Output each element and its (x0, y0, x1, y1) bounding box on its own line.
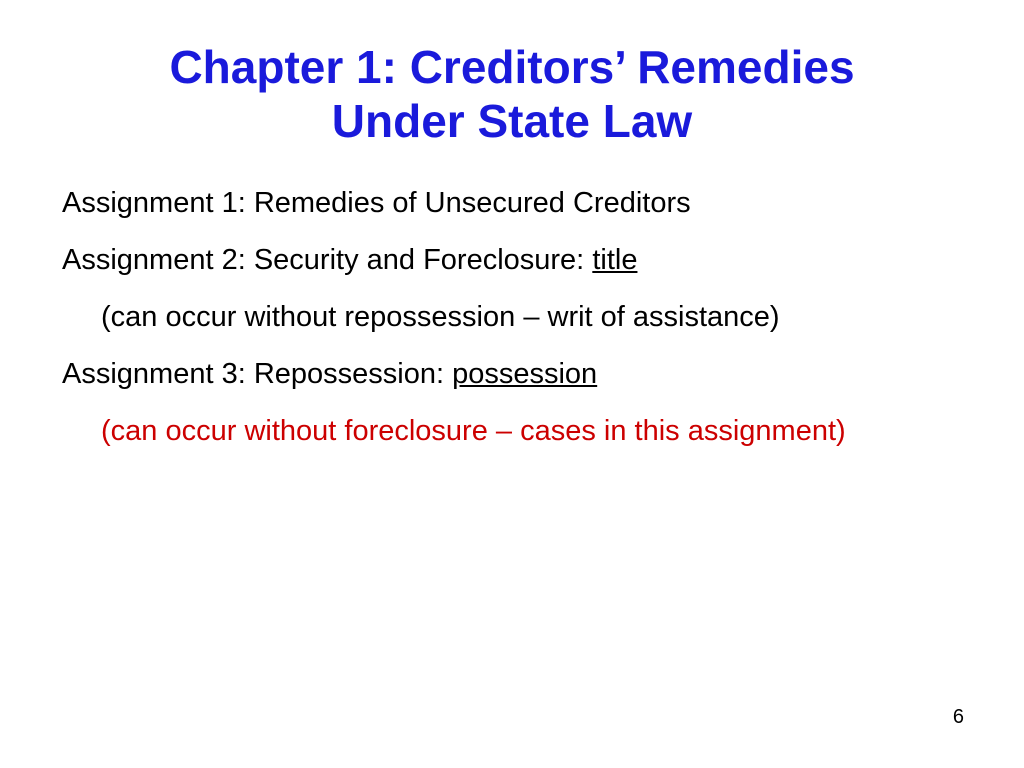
assignment-3-text: Assignment 3: Repossession: (62, 358, 453, 390)
assignment-2-keyword: title (592, 244, 638, 276)
assignment-2-line (62, 243, 1002, 300)
assignment-2-note-text: (can occur without repossession – writ of assistance) (101, 301, 780, 333)
slide-title-line-1: Chapter 1: Creditors’ Remedies (169, 41, 855, 93)
slide-title (0, 40, 1024, 148)
page-number: 6 (952, 706, 964, 728)
slide-body (62, 186, 1002, 471)
assignment-1-text: Assignment 1: Remedies of Unsecured Creditors (62, 187, 691, 219)
slide-title-line-2: Under State Law (331, 95, 693, 147)
assignment-3-note (62, 414, 1002, 471)
assignment-3-line (62, 357, 1002, 414)
assignment-3-keyword: possession (452, 358, 598, 390)
assignment-2-note (62, 300, 1002, 357)
assignment-1-line (62, 186, 1002, 243)
assignment-3-note-text: (can occur without foreclosure – cases in this assignment) (101, 415, 846, 447)
assignment-2-text: Assignment 2: Security and Foreclosure: (62, 244, 593, 276)
